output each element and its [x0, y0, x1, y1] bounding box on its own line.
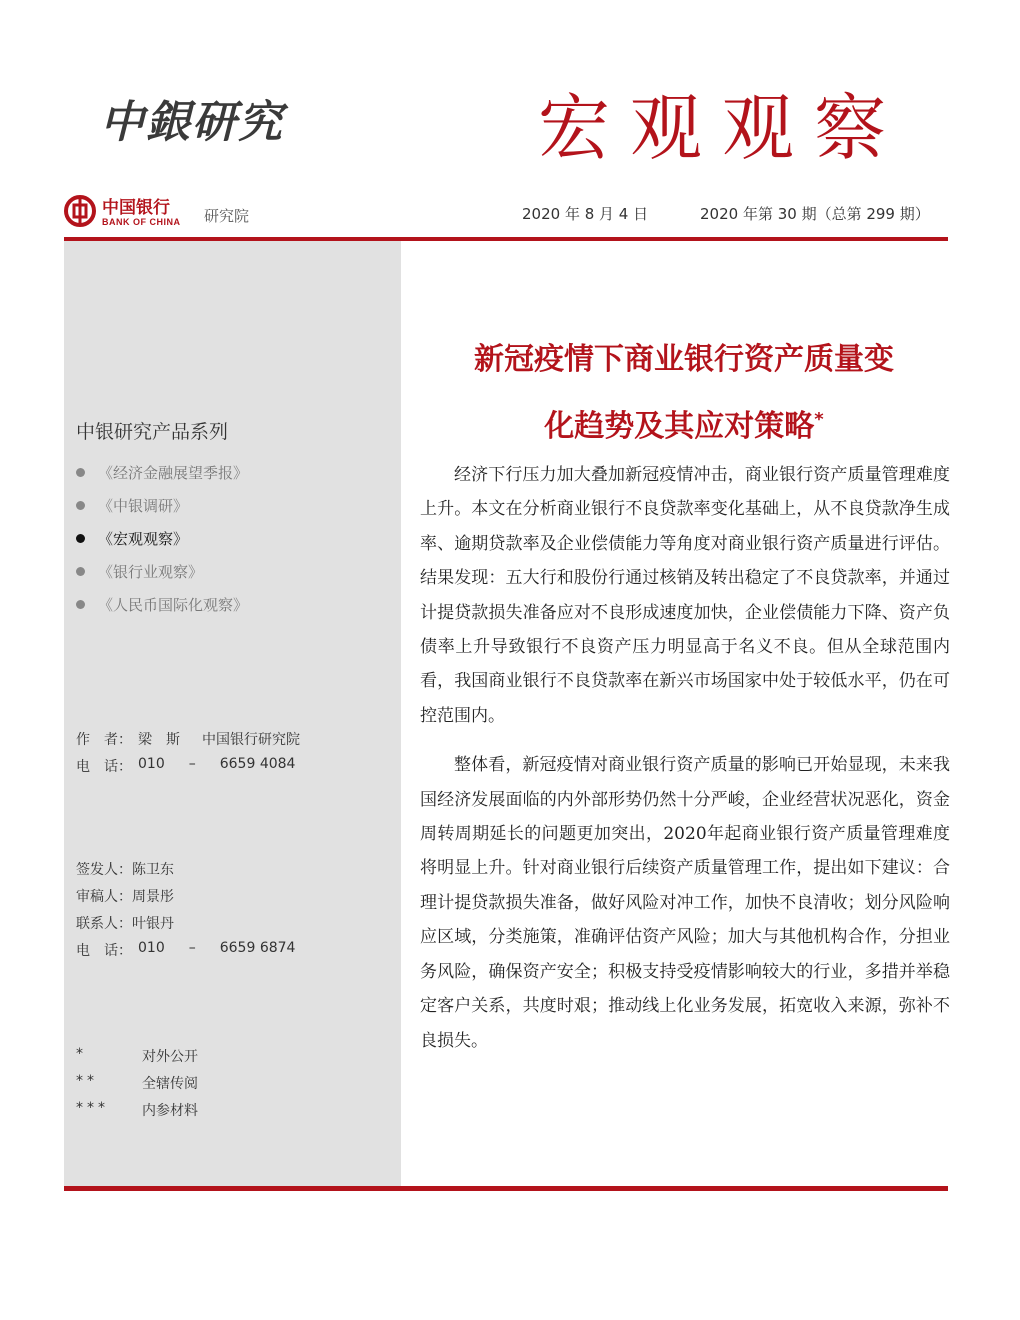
level-label: 内参材料: [142, 1103, 198, 1119]
report-title: [420, 330, 948, 457]
report-title-line: 新冠疫情下商业银行资产质量变: [474, 342, 894, 377]
staff-phone-row: [76, 940, 295, 967]
product-item-rmb-internationalization[interactable]: [76, 588, 248, 621]
issue-number: 2020 年第 30 期（总第 299 期）: [700, 205, 930, 223]
report-title-line: [420, 390, 948, 457]
body-paragraph: 整体看，新冠疫情对商业银行资产质量的影响已开始显现，未来我国经济发展面临的内外部形势仍然十分严峻，企业经营状况恶化，资金周转周期延长的问题更加突出，2020年起商业银行资产质量管理难度将明显上升。针对商业银行后续资产质量管理工作，提出如下建议：合理计提贷款损失准备，做好风险对冲工作，加快不良清收；划分风险响应区域，分类施策，准确评估资产风险；加大与其他机构合作，分担业务风险，确保资产安全；积极支持受疫情影响较大的行业，多措并举稳定客户关系，共度时艰；推动线上化业务发展，拓宽收入来源，弥补不良损失。: [420, 755, 950, 1051]
level-stars: *: [76, 1046, 87, 1062]
product-item-label: 《人民币国际化观察》: [98, 596, 249, 614]
level-row: [76, 1100, 198, 1127]
author-info: [76, 729, 300, 783]
product-item-label: 《宏观观察》: [98, 530, 189, 548]
product-item-economic-outlook[interactable]: [76, 456, 248, 489]
contact-label: 联系人：: [76, 916, 132, 932]
level-label: 对外公开: [142, 1049, 198, 1065]
contact-row: [76, 913, 295, 940]
reviewer-row: [76, 886, 295, 913]
phone-separator: –: [188, 756, 196, 772]
level-label: 全辖传阅: [142, 1076, 198, 1092]
report-title-text: 化趋势及其应对策略: [544, 409, 815, 444]
product-item-label: 《银行业观察》: [98, 563, 204, 581]
reviewer-name: 周景彤: [132, 889, 174, 905]
article-body: [420, 458, 950, 1058]
distribution-levels: [76, 1046, 198, 1127]
bullet-icon: [76, 501, 85, 510]
phone-label: 电 话：: [76, 759, 132, 775]
product-item-macro-observation[interactable]: [76, 522, 248, 555]
level-stars: ***: [76, 1100, 109, 1116]
phone-separator: –: [188, 940, 196, 956]
logo-english-name: BANK OF CHINA: [102, 217, 181, 227]
signer-row: [76, 859, 295, 886]
product-item-label: 《经济金融展望季报》: [98, 464, 249, 482]
publication-date: 2020 年 8 月 4 日: [522, 205, 649, 223]
product-series-list: [76, 456, 248, 621]
phone-number: 6659 6874: [219, 940, 296, 956]
level-row: [76, 1073, 198, 1100]
level-row: [76, 1046, 198, 1073]
bullet-icon: [76, 567, 85, 576]
sidebar-panel: [64, 241, 401, 1186]
bullet-icon: [76, 534, 85, 543]
author-name: 梁 斯: [138, 732, 180, 748]
bottom-divider: [64, 1186, 948, 1191]
level-stars: **: [76, 1073, 98, 1089]
footnote-mark: *: [814, 409, 824, 430]
author-org: 中国银行研究院: [202, 732, 300, 748]
phone-number: 6659 4084: [219, 756, 296, 772]
bank-of-china-emblem-icon: [64, 195, 96, 227]
bullet-icon: [76, 600, 85, 609]
bullet-icon: [76, 468, 85, 477]
department-name: 研究院: [204, 207, 250, 225]
phone-area-code: 010: [138, 756, 165, 772]
signer-name: 陈卫东: [132, 862, 174, 878]
brand-calligraphy-logo: 中銀研究: [100, 97, 284, 148]
product-item-banking-observation[interactable]: [76, 555, 248, 588]
product-item-research[interactable]: [76, 489, 248, 522]
contact-name: 叶银丹: [132, 916, 174, 932]
phone-area-code: 010: [138, 940, 165, 956]
product-item-label: 《中银调研》: [98, 497, 189, 515]
reviewer-label: 审稿人：: [76, 889, 132, 905]
author-phone-row: [76, 756, 300, 783]
body-paragraph: 经济下行压力加大叠加新冠疫情冲击，商业银行资产质量管理难度上升。本文在分析商业银行不良贷款率变化基础上，从不良贷款净生成率、逾期贷款率及企业偿债能力等角度对商业银行资产质量进行评估。结果发现：五大行和股份行通过核销及转出稳定了不良贷款率，并通过计提贷款损失准备应对不良形成速度加快，企业偿债能力下降、资产负债率上升导致银行不良资产压力明显高于名义不良。但从全球范围内看，我国商业银行不良贷款率在新兴市场国家中处于较低水平，仍在可控范围内。: [420, 465, 950, 726]
author-row: [76, 729, 300, 756]
series-title: 宏观观察: [538, 86, 907, 170]
logo-chinese-name: 中国银行: [102, 198, 170, 218]
author-label: 作 者：: [76, 732, 132, 748]
phone-label: 电 话：: [76, 943, 132, 959]
staff-info: [76, 859, 295, 967]
product-series-heading: 中银研究产品系列: [76, 421, 229, 443]
signer-label: 签发人：: [76, 862, 132, 878]
